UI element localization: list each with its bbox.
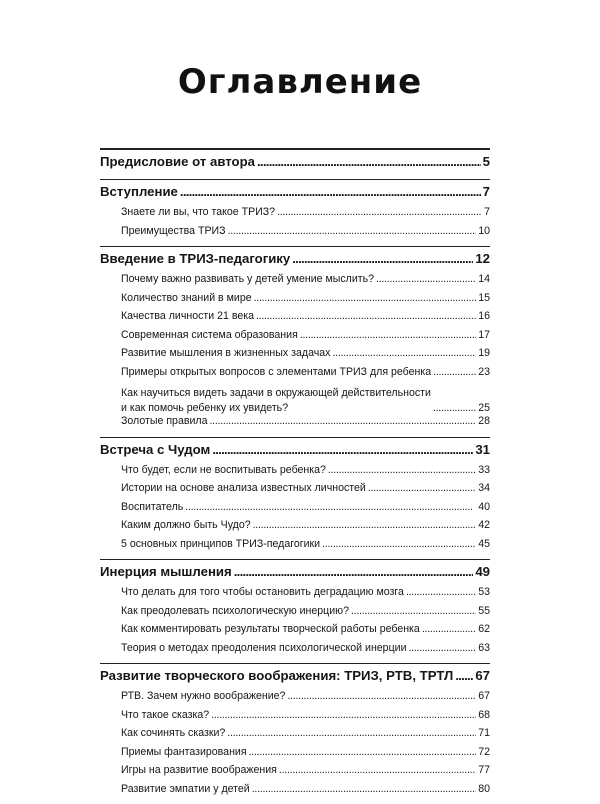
toc-item-page: 63 [478,641,490,654]
toc-item[interactable] [100,206,490,225]
leader-dots [376,273,476,285]
table-of-contents [100,148,490,804]
leader-dots [256,310,476,322]
toc-item[interactable] [100,347,490,366]
leader-dots [185,501,476,513]
toc-item[interactable] [100,384,490,415]
leader-dots [322,538,476,550]
toc-item-label-line: Как научиться видеть задачи в окружающей действительности [121,387,431,399]
toc-item[interactable] [100,623,490,642]
toc-item-page: 45 [478,537,490,550]
leader-dots [257,154,481,169]
toc-item-page: 25 [478,401,490,414]
toc-heading[interactable] [100,154,490,176]
toc-item-label: Истории на основе анализа известных личностей [121,482,366,494]
toc-item[interactable] [100,642,490,661]
toc-heading-label: Встреча с Чудом [100,441,211,457]
toc-item[interactable] [100,273,490,292]
leader-dots [422,623,476,635]
toc-item-label: Игры на развитие воображения [121,764,277,776]
leader-dots [227,727,476,739]
leader-dots [209,415,476,427]
toc-item[interactable] [100,709,490,728]
leader-dots [455,668,473,683]
toc-item-page: 33 [478,463,490,476]
toc-item-label: Как сочинять сказки? [121,727,226,739]
toc-heading-page: 7 [482,184,490,199]
toc-item[interactable] [100,415,490,434]
toc-item-label: Воспитатель [121,500,184,513]
toc-item-label: Что делать для того чтобы остановить деградацию мозга [121,586,404,598]
toc-heading-page: 12 [475,251,490,266]
toc-item-page: 53 [478,586,490,598]
toc-item-page: 14 [478,273,490,285]
toc-item-page: 72 [478,745,490,758]
toc-item-label: Что будет, если не воспитывать ребенка? [121,463,326,476]
toc-item[interactable] [100,690,490,709]
toc-item-label: Как преодолевать психологическую инерцию? [121,604,349,617]
toc-item[interactable] [100,727,490,746]
toc-heading[interactable] [100,564,490,586]
toc-item-label: РТВ. Зачем нужно воображение? [121,690,286,702]
toc-heading-page: 67 [475,668,490,683]
leader-dots [252,783,476,795]
toc-item[interactable] [100,764,490,783]
toc-item-label: Количество знаний в мире [121,291,252,304]
toc-item-page: 71 [478,727,490,739]
leader-dots [408,642,476,654]
toc-item[interactable] [100,310,490,329]
leader-dots [328,464,476,476]
toc-item[interactable] [100,783,490,802]
toc-item-page: 28 [478,415,490,427]
toc-item[interactable] [100,538,490,557]
toc-item[interactable] [100,746,490,765]
toc-item-label: Современная система образования [121,328,298,341]
toc-item-label: Качества личности 21 века [121,310,254,322]
leader-dots [228,225,477,237]
toc-heading[interactable] [100,442,490,464]
toc-item-page: 67 [478,690,490,702]
toc-item-label: Приемы фантазирования [121,745,247,758]
toc-heading-label: Инерция мышления [100,564,232,579]
leader-dots [253,519,477,531]
toc-section [100,559,490,660]
toc-section [100,148,490,176]
toc-item-label: Как комментировать результаты творческой работы ребенка [121,623,420,635]
toc-item-label: Золотые правила [121,415,208,427]
toc-item-page: 23 [478,365,490,378]
toc-heading-page: 49 [475,564,490,579]
toc-item-page: 80 [478,782,490,795]
toc-item-label: Что такое сказка? [121,708,210,721]
toc-item-label: Развитие эмпатии у детей [121,782,250,795]
toc-item-page: 55 [478,604,490,617]
toc-item[interactable] [100,464,490,483]
toc-item[interactable] [100,482,490,501]
toc-item-page: 16 [478,310,490,322]
toc-section [100,246,490,434]
leader-dots [254,292,477,304]
toc-heading[interactable] [100,184,490,206]
toc-item[interactable] [100,366,490,385]
toc-item[interactable] [100,586,490,605]
toc-item-label: Теория о методах преодоления психологической инерции [121,641,407,654]
toc-item-label: Знаете ли вы, что такое ТРИЗ? [121,206,276,218]
leader-dots [351,605,476,617]
toc-item[interactable] [100,605,490,624]
toc-item-page: 40 [478,500,490,513]
leader-dots [234,564,474,579]
leader-dots [180,184,481,199]
toc-item-page: 17 [478,328,490,341]
toc-item-label: 5 основных принципов ТРИЗ-педагогики [121,537,321,550]
toc-item[interactable] [100,225,490,244]
leader-dots [249,746,477,758]
toc-item[interactable] [100,501,490,520]
toc-item[interactable] [100,292,490,311]
leader-dots [277,206,482,218]
toc-item-page: 77 [478,764,490,776]
toc-section [100,179,490,243]
toc-item-label: Примеры открытых вопросов с элементами ТРИЗ для ребенка [121,365,432,378]
leader-dots [332,347,476,359]
leader-dots [368,482,476,494]
toc-item-page: 62 [478,623,490,635]
leader-dots [433,401,476,416]
leader-dots [212,442,473,457]
leader-dots [300,329,476,341]
toc-item-page: 68 [478,708,490,721]
page-title: Оглавление [177,62,423,102]
toc-item-label: Преимущества ТРИЗ [121,224,226,237]
toc-item-page: 42 [478,519,490,531]
toc-section [100,437,490,557]
toc-heading-page: 5 [482,154,490,169]
toc-item-label-line: и как помочь ребенку их увидеть? [121,401,289,414]
toc-item-page: 15 [478,291,490,304]
leader-dots [406,586,476,598]
toc-item-page: 7 [484,206,490,218]
toc-item[interactable] [100,329,490,348]
toc-heading-label: Введение в ТРИЗ-педагогику [100,251,291,266]
leader-dots [279,764,476,776]
leader-dots [287,690,476,702]
toc-heading-label: Вступление [100,184,178,199]
toc-item-page: 10 [478,224,490,237]
toc-item-label [121,386,431,415]
toc-item[interactable] [100,519,490,538]
toc-section [100,663,490,801]
toc-item-page: 19 [478,347,490,359]
toc-heading-page: 31 [475,441,490,457]
toc-item-label: Почему важно развивать у детей умение мыслить? [121,273,375,285]
toc-item-page: 34 [478,482,490,494]
leader-dots [292,251,473,266]
toc-item-label: Каким должно быть Чудо? [121,519,251,531]
toc-heading[interactable] [100,251,490,273]
leader-dots [433,366,476,378]
toc-heading-label: Предисловие от автора [100,154,255,169]
toc-heading-label: Развитие творческого воображения: ТРИЗ, РТВ, ТРТЛ [100,668,454,683]
leader-dots [211,709,476,721]
toc-heading[interactable] [100,668,490,690]
toc-item-label: Развитие мышления в жизненных задачах [121,347,331,359]
